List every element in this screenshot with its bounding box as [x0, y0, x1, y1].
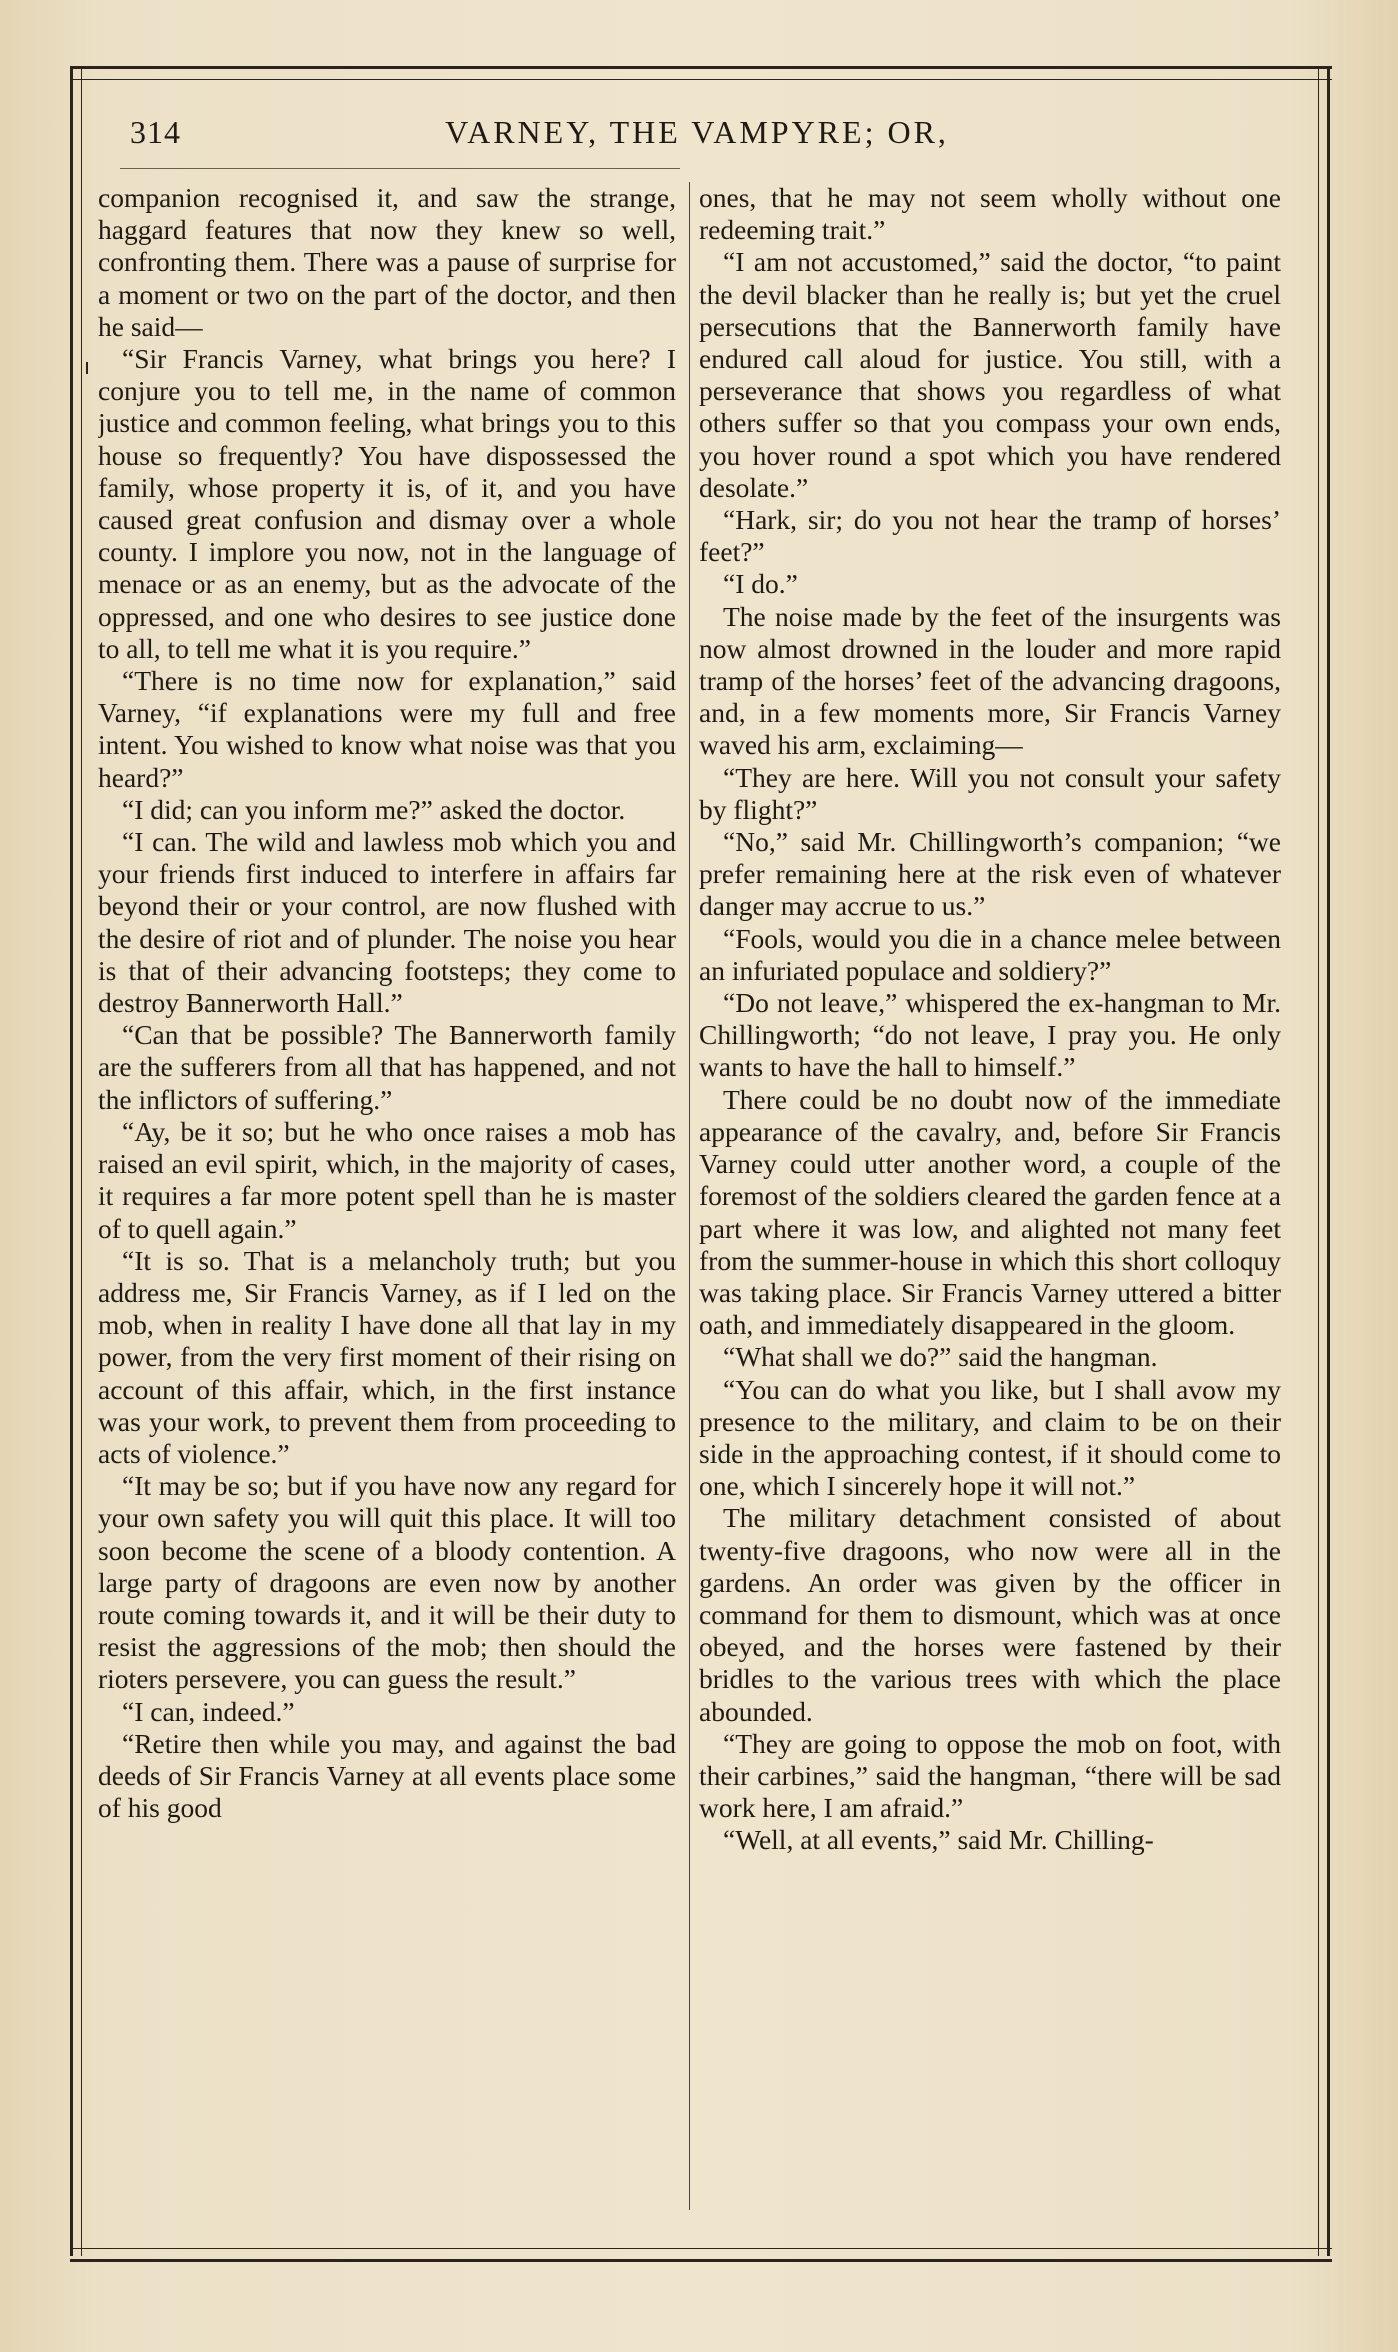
header-rule	[120, 168, 680, 169]
paragraph: ones, that he may not seem wholly without one redeeming trait.”	[699, 182, 1281, 246]
paragraph: “Ay, be it so; but he who once raises a mob has raised an evil spirit, which, in the majority of cases, it requires a far more potent spell than he is master of to quell again.”	[98, 1115, 676, 1244]
paragraph: “Retire then while you may, and against the bad deeds of Sir Francis Varney at all events place some of his good	[98, 1727, 676, 1824]
paragraph: “No,” said Mr. Chillingworth’s companion; “we prefer remaining here at the risk even of whatever danger may accrue to us.”	[699, 826, 1281, 922]
page-header	[92, 108, 1302, 158]
paragraph: “Hark, sir; do you not hear the tramp of horses’ feet?”	[699, 504, 1281, 568]
paragraph: “I do.”	[723, 568, 798, 600]
paragraph: “There is no time now for explanation,” said Varney, “if explanations were my full and free intent. You wished to know what noise was that you heard?”	[98, 665, 676, 793]
margin-mark	[86, 362, 88, 374]
paragraph: “They are going to oppose the mob on foot, with their carbines,” said the hangman, “there will be sad work here, I am afraid.”	[699, 1727, 1281, 1824]
paragraph: “What shall we do?” said the hangman.	[723, 1341, 1158, 1373]
paragraph: There could be no doubt now of the immediate appearance of the cavalry, and, before Sir Francis Varney could utter another word, a couple of the foremost of the soldiers cleared the garden fence at a part where it was low, and alighted not many feet from the summer-house in which this short colloquy was taking place. Sir Francis Varney uttered a bitter oath, and immediately disappeared in the gloom.	[699, 1083, 1281, 1341]
paragraph: The military detachment consisted of about twenty-five dragoons, who now were all in the gardens. An order was given by the officer in command for them to dismount, which was at once obeyed, and the horses were fastened by their bridles to the various trees with which the place abounded.	[699, 1502, 1281, 1727]
paragraph: “Do not leave,” whispered the ex-hangman to Mr. Chillingworth; “do not leave, I pray you. He only wants to have the hall to himself.”	[699, 987, 1281, 1083]
paragraph: “I am not accustomed,” said the doctor, “to paint the devil blacker than he really is; but yet the cruel persecutions that the Bannerworth family have endured call aloud for justice. You still, with a perseverance that shows you regardless of what others suffer so that you compass your own ends, you hover round a spot which you have rendered desolate.”	[699, 246, 1281, 503]
page-border-bottom	[70, 2248, 1332, 2262]
paragraph: “Can that be possible? The Bannerworth family are the sufferers from all that has happened, and not the inflictors of suffering.”	[98, 1019, 676, 1115]
paragraph: “Fools, would you die in a chance melee between an infuriated populace and soldiery?”	[699, 922, 1281, 986]
paragraph: “Well, at all events,” said Mr. Chilling-	[723, 1824, 1154, 1856]
paragraph: “It is so. That is a melancholy truth; but you address me, Sir Francis Varney, as if I led on the mob, when in reality I have done all that lay in my power, from the very first moment of their rising on account of this affair, which, in the first instance was your work, to prevent them from proceeding to acts of violence.”	[98, 1244, 676, 1469]
page-border-left	[70, 68, 82, 2256]
paragraph: “I did; can you inform me?” asked the doctor.	[122, 793, 626, 825]
paragraph: “I can. The wild and lawless mob which you and your friends first induced to interfere in affairs far beyond their or your control, are now flushed with the desire of riot and of plunder. The noise you hear is that of their advancing footsteps; they come to destroy Bannerworth Hall.”	[98, 826, 676, 1019]
paragraph: companion recognised it, and saw the strange, haggard features that now they knew so well, confronting them. There was a pause of surprise for a moment or two on the part of the doctor, and then he said—	[98, 182, 676, 342]
left-column	[98, 182, 676, 2212]
running-title: VARNEY, THE VAMPYRE; OR,	[445, 114, 949, 150]
page-border-top	[70, 66, 1332, 80]
paragraph: “They are here. Will you not consult your safety by flight?”	[699, 761, 1281, 825]
paragraph: “I can, indeed.”	[122, 1695, 295, 1727]
paragraph: “It may be so; but if you have now any regard for your own safety you will quit this place. It will too soon become the scene of a bloody contention. A large party of dragoons are even now by another route coming towards it, and it will be their duty to resist the aggressions of the mob; then should the rioters persevere, you can guess the result.”	[98, 1470, 676, 1695]
page-border-right	[1318, 68, 1330, 2256]
page-number: 314	[130, 114, 181, 150]
paragraph: “Sir Francis Varney, what brings you here? I conjure you to tell me, in the name of common justice and common feeling, what brings you to this house so frequently? You have dispossessed the family, whose property it is, of it, and you have caused great confusion and dismay over a whole county. I implore you now, not in the language of menace or as an enemy, but as the advocate of the oppressed, and one who desires to see justice done to all, to tell me what it is you require.”	[98, 343, 676, 664]
column-divider	[689, 182, 690, 2210]
paragraph: The noise made by the feet of the insurgents was now almost drowned in the louder and more rapid tramp of the horses’ feet of the advancing dragoons, and, in a few moments more, Sir Francis Varney waved his arm, exclaiming—	[699, 600, 1281, 761]
right-column	[699, 182, 1281, 2212]
paragraph: “You can do what you like, but I shall avow my presence to the military, and claim to be on their side in the approaching contest, if it should come to one, which I sincerely hope it will not.”	[699, 1373, 1281, 1502]
